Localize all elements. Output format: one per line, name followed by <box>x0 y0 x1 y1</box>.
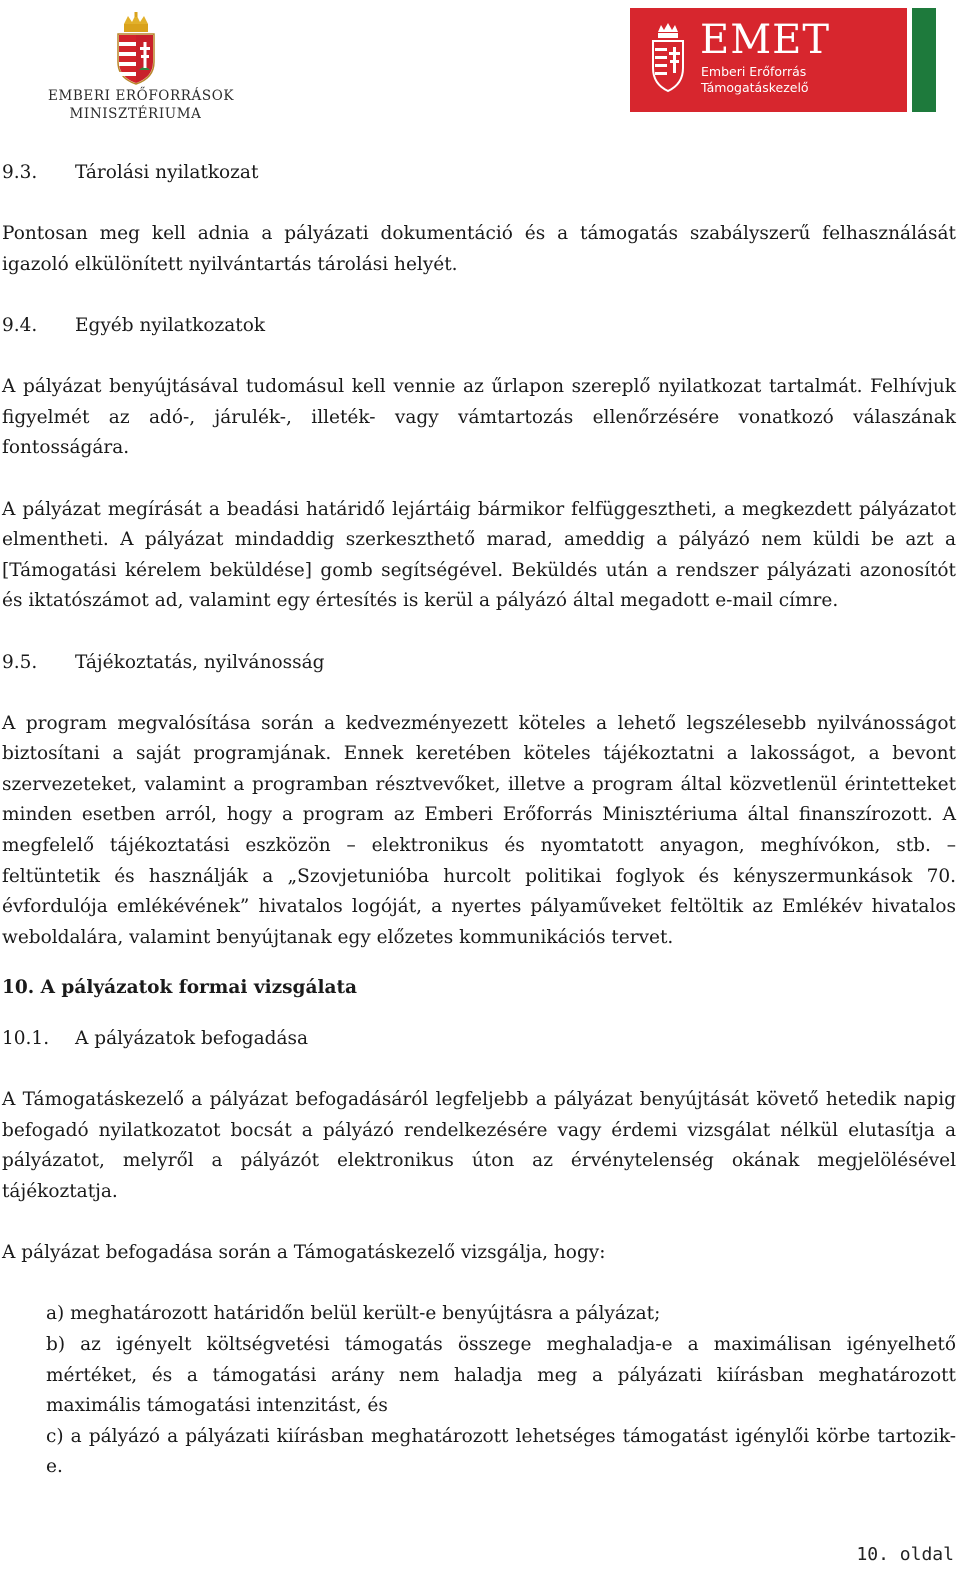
list-item: a) meghatározott határidőn belül került-e benyújtásra a pályázat; <box>46 1303 661 1325</box>
page-header <box>0 0 960 140</box>
paragraph: A pályázat befogadása során a Támogatáskezelő vizsgálja, hogy: <box>2 1242 606 1264</box>
section-number: 10.1. <box>2 1028 50 1050</box>
paragraph: A program megvalósítása során a kedvezményezett köteles a lehető legszélesebb nyilvánosságot biztosítani a saját programjának. Ennek keretében köteles tájékoztatni a lakosságot, a bevont szervezeteket, valamint a programban résztvevőket, illetve a program által közvetlenül érintetteket minden esetben arról, hogy a program az Emberi Erőforrás Minisztériuma által finanszírozott. A megfelelő tájékoztatási eszközön – elektronikus és nyomtatott anyagon, meghívókon, stb. – feltüntetik és használják a „Szovjetunióba hurcolt politikai foglyok és kényszermunkások 70. évfordulója emlékévének” hivatalos logóját, a nyertes pályaműveket feltöltik az Emlékév hivatalos weboldalára, valamint benyújtanak egy előzetes kommunikációs tervet. <box>2 712 956 948</box>
paragraph: A pályázat megírását a beadási határidő lejártáig bármikor felfüggesztheti, a megkezdett pályázatot elmentheti. A pályázat mindaddig szerkeszthető marad, ameddig a pályázó nem küldi be azt a [Támogatási kérelem beküldése] gomb segítségével. Beküldés után a rendszer pályázati azonosítót és iktatószámot ad, valamint egy értesítés is kerül a pályázó által megadott e-mail címre. <box>2 498 956 612</box>
paragraph: A pályázat benyújtásával tudomásul kell vennie az űrlapon szereplő nyilatkozat tartalmát. Felhívjuk figyelmét az adó-, járulék-, illeték- vagy vámtartozás ellenőrzésére vonatkozó válaszának fontosságára. <box>2 376 956 459</box>
section-9-5-heading <box>2 648 956 679</box>
paragraph: Pontosan meg kell adnia a pályázati dokumentáció és a támogatás szabályszerű felhasználását igazoló elkülönített nyilvántartás tárolási helyét. <box>2 223 956 275</box>
chapter-10-title: 10. A pályázatok formai vizsgálata <box>2 977 357 999</box>
section-10-1-heading <box>2 1024 956 1055</box>
emet-crest-icon <box>650 20 686 96</box>
section-number: 9.4. <box>2 314 38 336</box>
ministry-logo <box>48 12 235 130</box>
section-9-3-heading <box>2 158 956 189</box>
list-item: c) a pályázó a pályázati kiírásban meghatározott lehetséges támogatást igénylői körbe tartozik-e. <box>46 1425 956 1478</box>
section-number: 9.5. <box>2 651 38 673</box>
section-title: A pályázatok befogadása <box>75 1028 308 1050</box>
emet-subtitle <box>701 64 821 96</box>
emet-brand: EMET <box>700 17 831 63</box>
section-title: Tájékoztatás, nyilvánosság <box>75 651 325 673</box>
ministry-name-line1: EMBERI ERŐFORRÁSOK <box>48 88 235 104</box>
emet-logo <box>630 8 936 112</box>
ministry-name-line2: MINISZTÉRIUMA <box>69 106 202 122</box>
flag-green-strip <box>912 8 936 112</box>
section-title: Egyéb nyilatkozatok <box>75 314 266 336</box>
criteria-list <box>2 1299 956 1483</box>
section-title: Tárolási nyilatkozat <box>75 162 259 183</box>
hungarian-coat-of-arms-icon <box>114 12 158 86</box>
list-item: b) az igényelt költségvetési támogatás összege meghaladja-e a maximálisan igényelhető mértéket, és a támogatási arány nem haladja meg a pályázati kiírásban meghatározott maximális támogatási intenzitást, és <box>46 1333 956 1417</box>
emet-subtitle-line1: Emberi Erőforrás <box>701 64 807 79</box>
document-body <box>2 158 956 1483</box>
section-number: 9.3. <box>2 162 38 183</box>
page-number: 10. oldal <box>856 1544 954 1565</box>
emet-subtitle-line2: Támogatáskezelő <box>701 80 809 95</box>
paragraph: A Támogatáskezelő a pályázat befogadásáról legfeljebb a pályázat benyújtását követő hetedik napig befogadó nyilatkozatot bocsát a pályázó rendelkezésére vagy érdemi vizsgálat nélkül elutasítja a pályázatot, melyről a pályázót elektronikus úton az érvénytelenség okának megjelölésével tájékoztatja. <box>2 1089 956 1202</box>
section-9-4-heading <box>2 311 956 342</box>
